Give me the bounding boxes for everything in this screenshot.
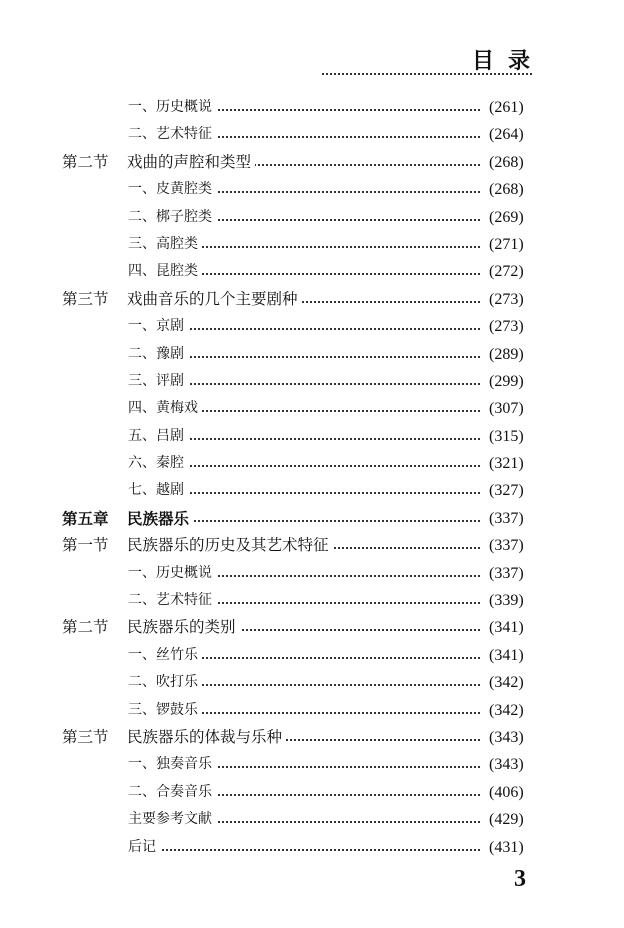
toc-entry-title: 七、越剧 [128, 477, 188, 504]
toc-entry-page: (341) [486, 614, 549, 641]
toc-entry-page: (343) [486, 724, 549, 751]
toc-entry-title: 后记 [128, 834, 160, 861]
toc-entry-page: (261) [486, 94, 549, 121]
toc-entry-prefix: 第三节 [62, 289, 109, 308]
toc-entry [0, 532, 624, 559]
toc-entry-page: (271) [486, 231, 549, 258]
toc-entry [0, 614, 624, 641]
toc-leader-dots [130, 849, 480, 851]
toc-entry [0, 560, 624, 587]
toc-entry-page: (327) [486, 477, 549, 504]
toc-entry-page: (337) [486, 560, 549, 587]
toc-entry [0, 313, 624, 340]
toc-entry-page: (273) [486, 313, 549, 340]
toc-entry [0, 669, 624, 696]
toc-entry-page: (337) [486, 505, 549, 532]
toc-entry [0, 724, 624, 751]
toc-entry-prefix: 第二节 [62, 618, 109, 637]
toc-entry-title: 戏曲的声腔和类型 [127, 149, 255, 176]
toc-entry-page: (431) [486, 834, 549, 861]
header-dotted-rule [322, 73, 532, 75]
toc-entry-page: (269) [486, 204, 549, 231]
toc-entry-title: 二、豫剧 [128, 341, 188, 368]
toc-entry-title: 二、吹打乐 [128, 669, 202, 696]
toc-entry-page: (268) [486, 149, 549, 176]
page-number: 3 [514, 866, 526, 892]
toc-entry-title: 六、秦腔 [128, 450, 188, 477]
toc-entry-title: 一、历史概说 [128, 560, 216, 587]
toc-entry-prefix: 第一节 [62, 536, 109, 555]
toc-entry-title: 三、评剧 [128, 368, 188, 395]
toc-entry-title: 戏曲音乐的几个主要剧种 [127, 286, 302, 313]
toc-entry-page: (272) [486, 258, 549, 285]
toc-entry [0, 176, 624, 203]
toc-entry [0, 642, 624, 669]
toc-entry-page: (299) [486, 368, 549, 395]
toc-entry [0, 368, 624, 395]
toc-entry [0, 149, 624, 176]
toc-entry-page: (264) [486, 121, 549, 148]
toc-entry-prefix: 第三节 [62, 727, 109, 746]
toc-entry-title: 二、艺术特征 [128, 587, 216, 614]
toc-entry [0, 834, 624, 861]
toc-entry [0, 341, 624, 368]
toc-entry-page: (341) [486, 642, 549, 669]
toc-entry-title: 民族器乐 [127, 505, 193, 532]
toc-entry-title: 五、吕剧 [128, 423, 188, 450]
toc-entry [0, 751, 624, 778]
toc-entry-title: 二、合奏音乐 [128, 779, 216, 806]
toc-entry-page: (342) [486, 697, 549, 724]
toc-entry-prefix: 第二节 [62, 152, 109, 171]
toc-entry-title: 三、高腔类 [128, 231, 202, 258]
toc-entry [0, 779, 624, 806]
toc-entry [0, 286, 624, 313]
toc-entry-title: 三、锣鼓乐 [128, 697, 202, 724]
toc-entry-page: (337) [486, 532, 549, 559]
toc-entry [0, 395, 624, 422]
toc-entry-page: (273) [486, 286, 549, 313]
toc-entry [0, 806, 624, 833]
toc-entry [0, 477, 624, 504]
toc-entry [0, 231, 624, 258]
toc-entry [0, 423, 624, 450]
toc-entry-page: (339) [486, 587, 549, 614]
toc-entry-page: (315) [486, 423, 549, 450]
toc-entry-page: (268) [486, 176, 549, 203]
toc-entry [0, 94, 624, 121]
toc-entry-title: 民族器乐的类别 [127, 614, 240, 641]
toc-entry [0, 587, 624, 614]
toc-entry [0, 450, 624, 477]
toc-entry-title: 民族器乐的体裁与乐种 [127, 724, 286, 751]
toc-entry [0, 697, 624, 724]
toc-entry-title: 一、历史概说 [128, 94, 216, 121]
toc-entry-title: 四、黄梅戏 [128, 395, 202, 422]
toc-entry [0, 204, 624, 231]
toc-entry-page: (307) [486, 395, 549, 422]
toc-entry-page: (343) [486, 751, 549, 778]
toc-entry-title: 一、丝竹乐 [128, 642, 202, 669]
toc-entry-prefix: 第五章 [62, 508, 109, 528]
toc-entry-title: 一、皮黄腔类 [128, 176, 216, 203]
page-header-title: 目录 [472, 48, 545, 74]
toc-entry [0, 121, 624, 148]
table-of-contents [0, 94, 624, 861]
toc-entry [0, 258, 624, 285]
toc-entry-title: 一、京剧 [128, 313, 188, 340]
toc-entry-page: (321) [486, 450, 549, 477]
toc-entry-title: 二、艺术特征 [128, 121, 216, 148]
toc-entry-title: 二、梆子腔类 [128, 204, 216, 231]
toc-entry-title: 主要参考文献 [128, 806, 216, 833]
toc-entry-page: (429) [486, 806, 549, 833]
toc-entry [0, 505, 624, 532]
toc-entry-title: 民族器乐的历史及其艺术特征 [127, 532, 333, 559]
toc-entry-title: 一、独奏音乐 [128, 751, 216, 778]
toc-entry-page: (289) [486, 341, 549, 368]
toc-entry-title: 四、昆腔类 [128, 258, 202, 285]
toc-entry-page: (342) [486, 669, 549, 696]
toc-entry-page: (406) [486, 779, 549, 806]
